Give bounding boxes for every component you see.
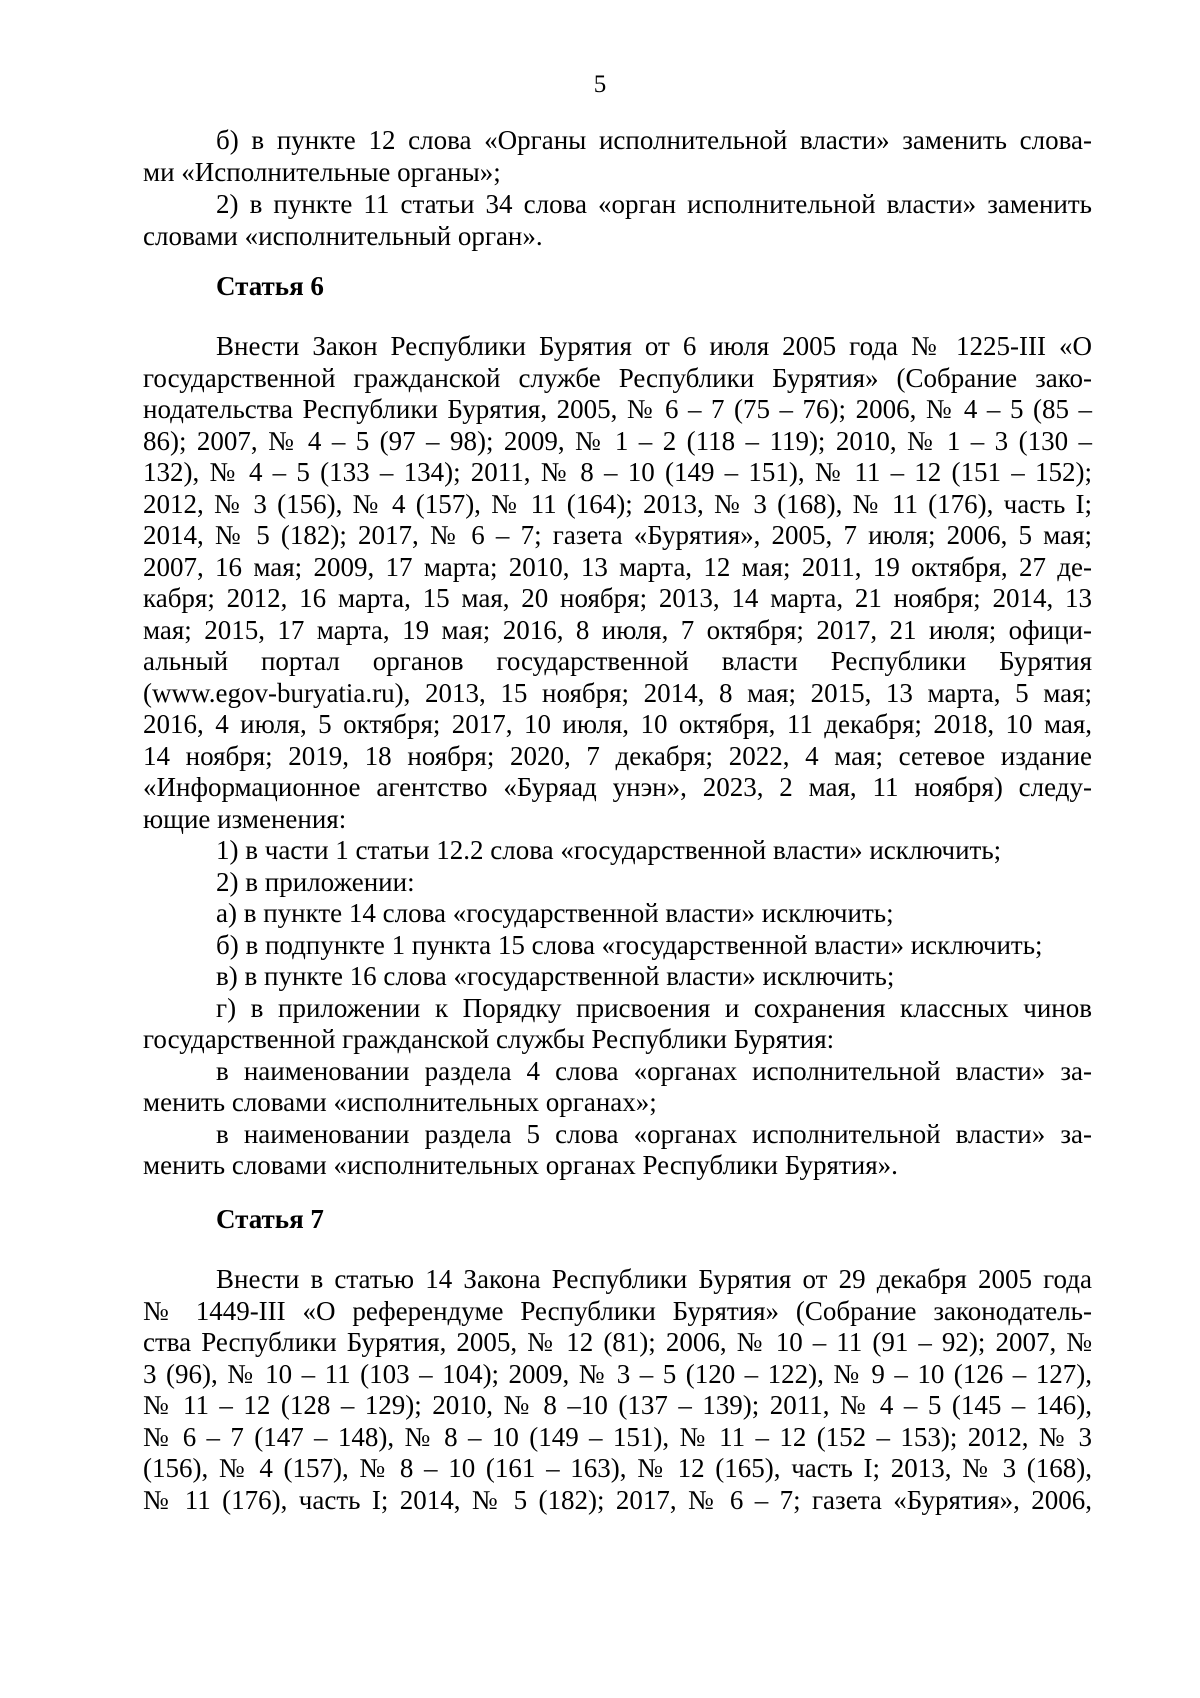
text-line: № 6 – 7 (147 – 148), № 8 – 10 (149 – 151), № 11 – 12 (152 – 153); 2012, № 3 — [143, 1422, 1092, 1452]
page-number: 5 — [593, 71, 607, 98]
text-line: словами «исполнительный орган». — [143, 221, 543, 251]
text-line: 2014, № 5 (182); 2017, № 6 – 7; газета «Бурятия», 2005, 7 июля; 2006, 5 мая; — [143, 520, 1092, 550]
text-line: (156), № 4 (157), № 8 – 10 (161 – 163), № 12 (165), часть I; 2013, № 3 (168), — [143, 1453, 1092, 1483]
article-heading: Статья 7 — [216, 1204, 324, 1234]
text-line: нодательства Республики Бурятия, 2005, № 6 – 7 (75 – 76); 2006, № 4 – 5 (85 – — [143, 394, 1092, 424]
text-line: в наименовании раздела 5 слова «органах исполнительной власти» за- — [216, 1119, 1092, 1149]
text-line: 1) в части 1 статьи 12.2 слова «государственной власти» исключить; — [216, 835, 1002, 865]
text-line: 132), № 4 – 5 (133 – 134); 2011, № 8 – 10 (149 – 151), № 11 – 12 (151 – 152); — [143, 457, 1092, 487]
text-line: менить словами «исполнительных органах Республики Бурятия». — [143, 1150, 898, 1180]
text-line: а) в пункте 14 слова «государственной власти» исключить; — [216, 898, 894, 928]
text-line: ющие изменения: — [143, 804, 347, 834]
text-line: менить словами «исполнительных органах»; — [143, 1087, 657, 1117]
text-line: 2016, 4 июля, 5 октября; 2017, 10 июля, 10 октября, 11 декабря; 2018, 10 мая, — [143, 709, 1092, 739]
text-line: 2007, 16 мая; 2009, 17 марта; 2010, 13 марта, 12 мая; 2011, 19 октября, 27 де- — [143, 552, 1092, 582]
text-line: 2) в приложении: — [216, 867, 415, 897]
text-line: № 11 – 12 (128 – 129); 2010, № 8 –10 (137 – 139); 2011, № 4 – 5 (145 – 146), — [143, 1390, 1092, 1420]
text-line: б) в пункте 12 слова «Органы исполнительной власти» заменить слова- — [216, 125, 1092, 155]
text-line: (www.egov-buryatia.ru), 2013, 15 ноября; 2014, 8 мая; 2015, 13 марта, 5 мая; — [143, 678, 1092, 708]
text-line: 14 ноября; 2019, 18 ноября; 2020, 7 декабря; 2022, 4 мая; сетевое издание — [143, 741, 1092, 771]
article-heading: Статья 6 — [216, 271, 324, 301]
text-line: Внести в статью 14 Закона Республики Бурятия от 29 декабря 2005 года — [216, 1264, 1092, 1294]
text-line: государственной гражданской службы Республики Бурятия: — [143, 1024, 835, 1054]
text-line: 2) в пункте 11 статьи 34 слова «орган исполнительной власти» заменить — [216, 189, 1092, 219]
text-line: «Информационное агентство «Буряад унэн», 2023, 2 мая, 11 ноября) следу- — [143, 772, 1092, 802]
text-line: № 11 (176), часть I; 2014, № 5 (182); 2017, № 6 – 7; газета «Бурятия», 2006, — [143, 1485, 1092, 1515]
text-line: № 1449-III «О референдуме Республики Бурятия» (Собрание законодатель- — [143, 1296, 1092, 1326]
text-line: Внести Закон Республики Бурятия от 6 июля 2005 года № 1225-III «О — [216, 331, 1092, 361]
text-line: ства Республики Бурятия, 2005, № 12 (81); 2006, № 10 – 11 (91 – 92); 2007, № — [143, 1327, 1092, 1357]
text-line: кабря; 2012, 16 марта, 15 мая, 20 ноября; 2013, 14 марта, 21 ноября; 2014, 13 — [143, 583, 1092, 613]
text-line: государственной гражданской службе Республики Бурятия» (Собрание зако- — [143, 363, 1092, 393]
text-line: ми «Исполнительные органы»; — [143, 157, 501, 187]
text-line: 3 (96), № 10 – 11 (103 – 104); 2009, № 3 – 5 (120 – 122), № 9 – 10 (126 – 127), — [143, 1359, 1092, 1389]
text-line: в) в пункте 16 слова «государственной власти» исключить; — [216, 961, 895, 991]
text-line: г) в приложении к Порядку присвоения и сохранения классных чинов — [216, 993, 1092, 1023]
text-line: б) в подпункте 1 пункта 15 слова «государственной власти» исключить; — [216, 930, 1043, 960]
text-line: мая; 2015, 17 марта, 19 мая; 2016, 8 июля, 7 октября; 2017, 21 июля; офици- — [143, 615, 1092, 645]
text-line: в наименовании раздела 4 слова «органах исполнительной власти» за- — [216, 1056, 1092, 1086]
text-line: 2012, № 3 (156), № 4 (157), № 11 (164); 2013, № 3 (168), № 11 (176), часть I; — [143, 489, 1092, 519]
text-line: альный портал органов государственной власти Республики Бурятия — [143, 646, 1092, 676]
text-line: 86); 2007, № 4 – 5 (97 – 98); 2009, № 1 – 2 (118 – 119); 2010, № 1 – 3 (130 – — [143, 426, 1092, 456]
